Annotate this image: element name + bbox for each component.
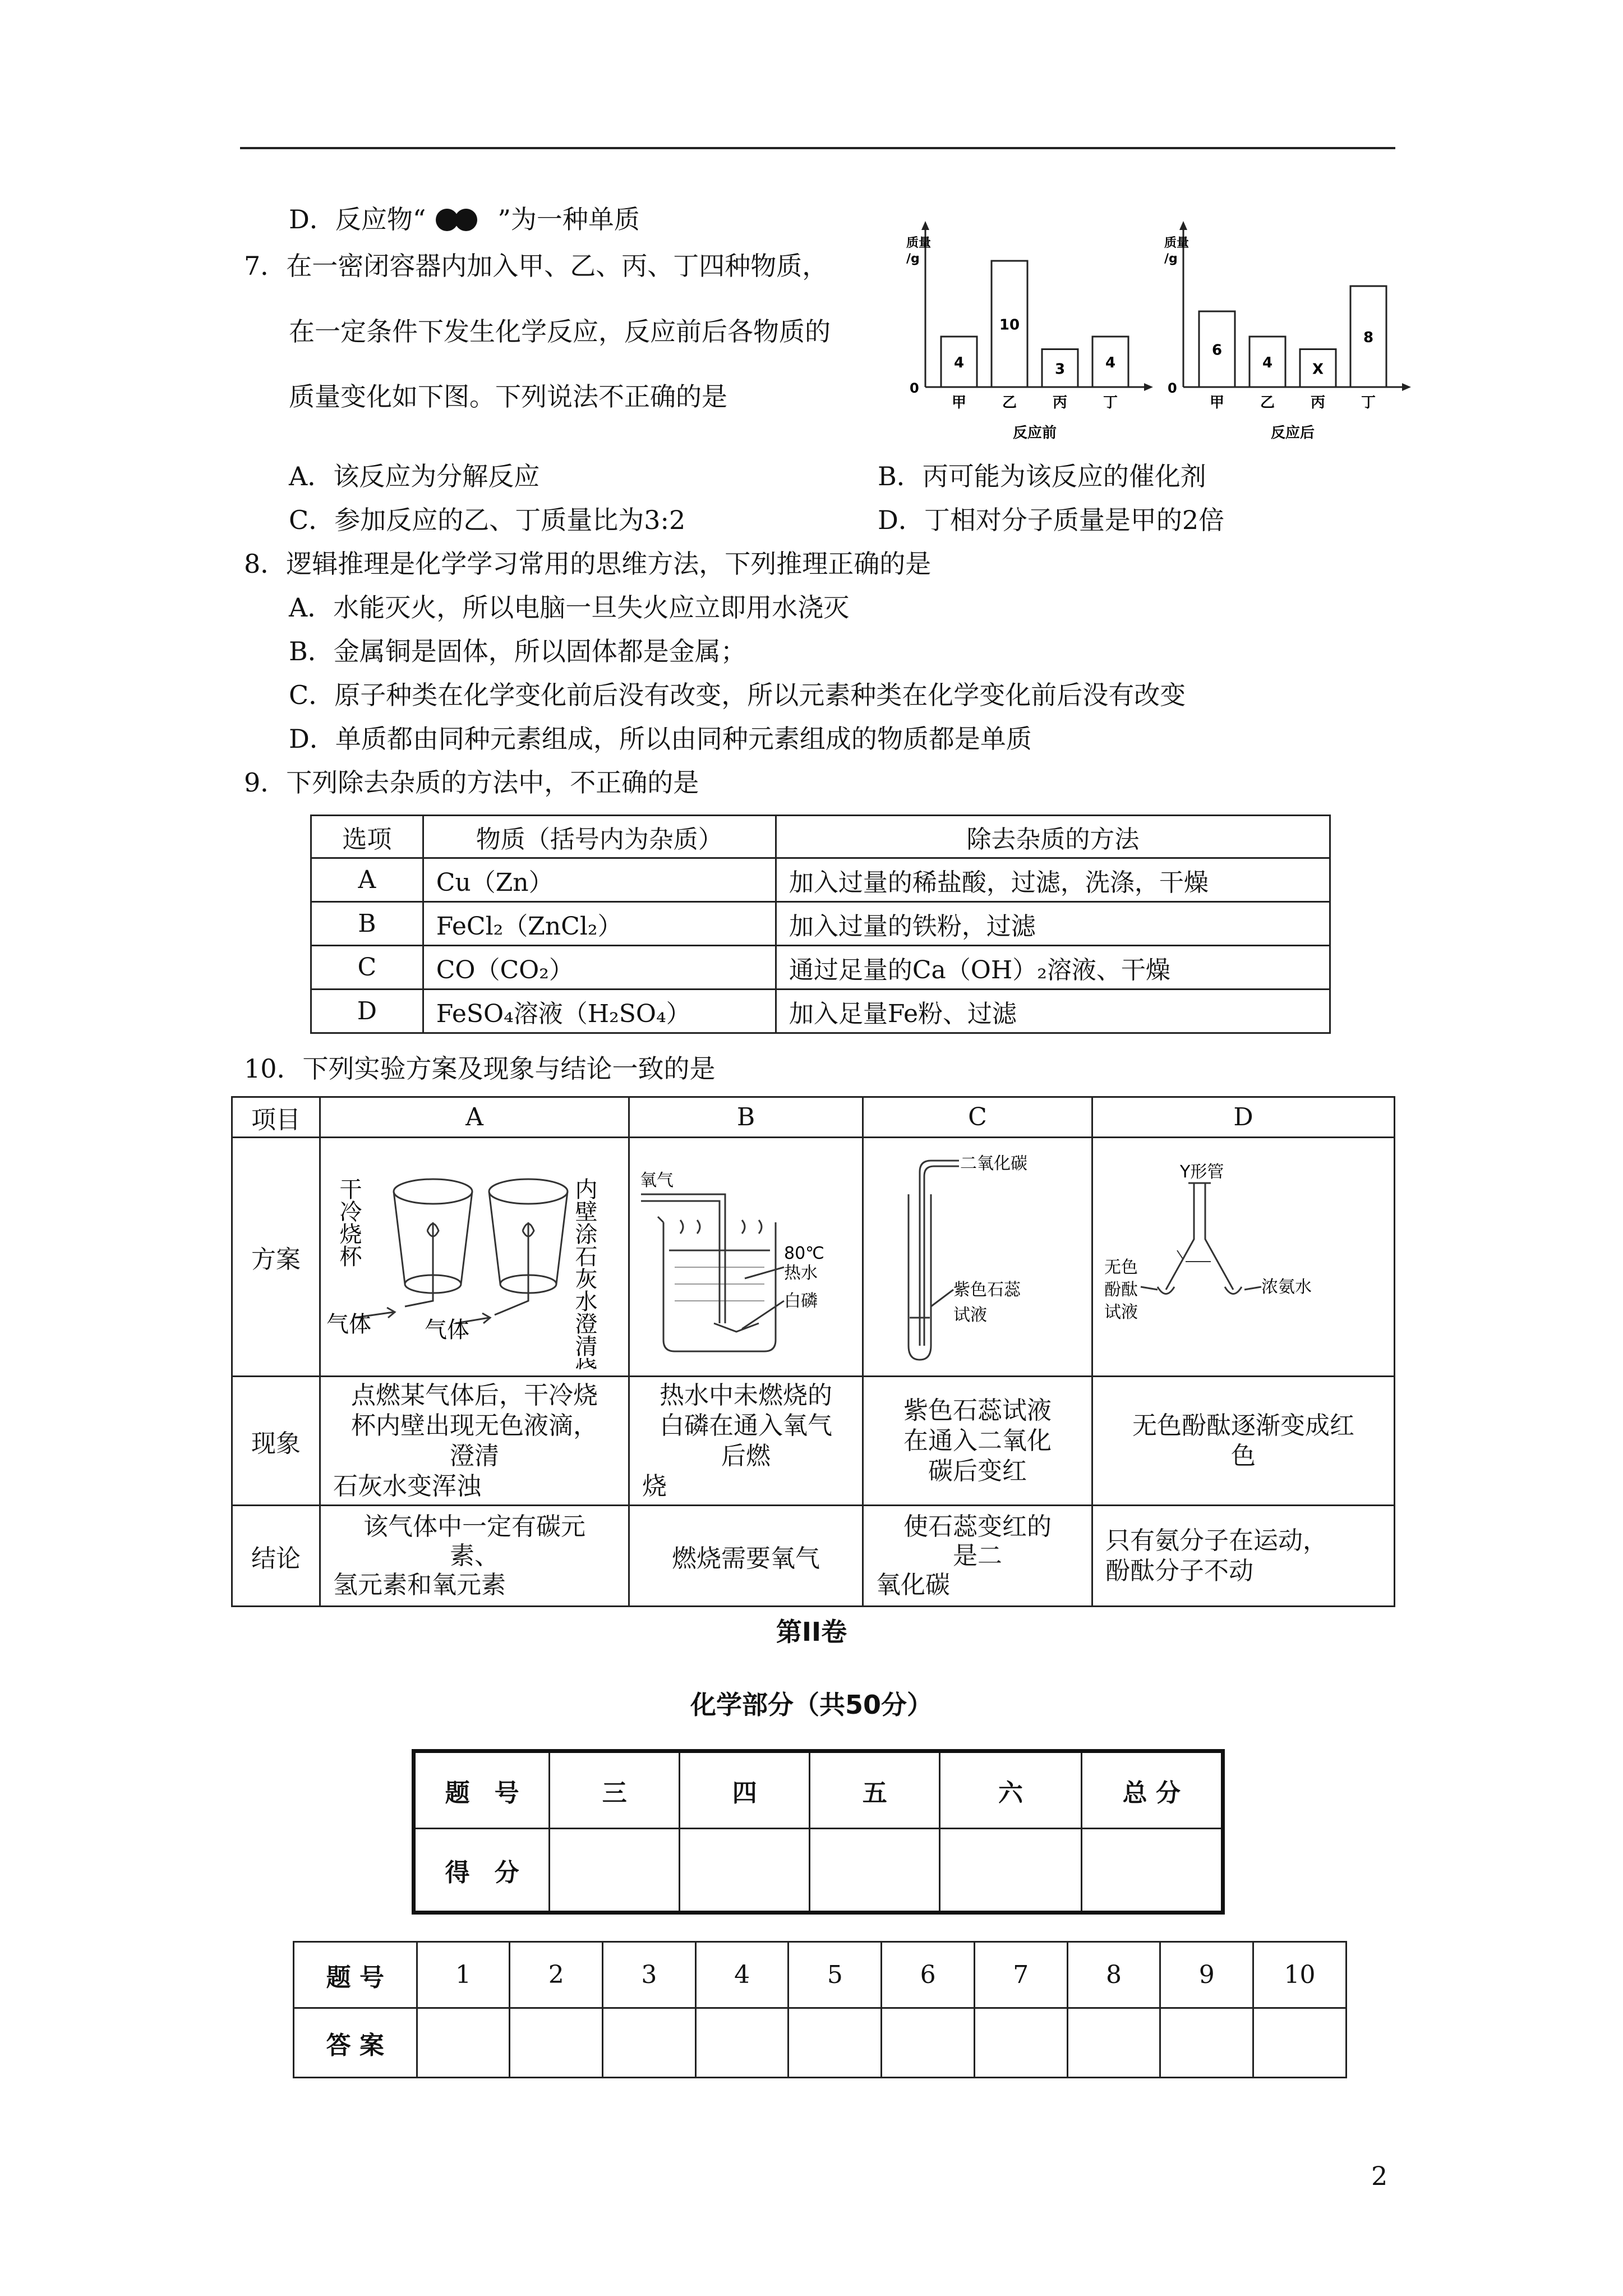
answer-number: 8 bbox=[1067, 1942, 1160, 2008]
header-rule bbox=[240, 147, 1395, 149]
q9-cell: 加入过量的稀盐酸，过滤，洗涤，干燥 bbox=[776, 858, 1330, 902]
answer-number: 6 bbox=[882, 1942, 975, 2008]
q6-option-d-suffix: ”为一种单质 bbox=[497, 204, 640, 234]
q10-header-a: A bbox=[320, 1097, 629, 1138]
q9-cell: 通过足量的Ca（OH）₂溶液、干燥 bbox=[776, 946, 1330, 990]
answer-header-label: 题 号 bbox=[294, 1942, 417, 2008]
chart-tick-label: 丁 bbox=[1103, 394, 1118, 411]
q7-option-a: A．该反应为分解反应 bbox=[289, 461, 540, 491]
q10-phenomenon-b bbox=[629, 1377, 863, 1506]
answer-cell[interactable] bbox=[510, 2008, 603, 2078]
chart-data-label: 4 bbox=[1262, 355, 1273, 371]
q6-option-d-prefix: D．反应物“ bbox=[289, 204, 426, 234]
q10-phenomenon-a bbox=[320, 1377, 629, 1506]
answer-number: 10 bbox=[1253, 1942, 1347, 2008]
answer-number: 9 bbox=[1160, 1942, 1253, 2008]
q9-header-option: 选项 bbox=[311, 816, 423, 858]
answer-cell[interactable] bbox=[974, 2008, 1067, 2078]
q7-bar-charts bbox=[903, 219, 1430, 454]
chart-ylabel: 质量 bbox=[906, 236, 932, 250]
q9-stem: 9．下列除去杂质的方法中，不正确的是 bbox=[244, 767, 699, 798]
q10-conclusion-a-line: 素、 bbox=[450, 1541, 499, 1570]
q10-header-b: B bbox=[629, 1097, 863, 1138]
diagram-c-co2-label: 二氧化碳 bbox=[960, 1154, 1027, 1174]
answer-number: 3 bbox=[603, 1942, 696, 2008]
q7-option-d: D．丁相对分子质量是甲的2倍 bbox=[878, 505, 1225, 535]
answer-number: 2 bbox=[510, 1942, 603, 2008]
score-cell[interactable] bbox=[550, 1829, 680, 1913]
diagram-d-left-label-3: 试液 bbox=[1104, 1303, 1138, 1322]
score-header-3: 三 bbox=[550, 1751, 680, 1829]
chart-tick-label: 丙 bbox=[1052, 394, 1068, 411]
q8-option-d: D．单质都由同种元素组成，所以由同种元素组成的物质都是单质 bbox=[289, 724, 1032, 754]
q10-diagram-c-cell bbox=[863, 1138, 1092, 1377]
table-row bbox=[311, 946, 1330, 990]
q10-phenomenon-a-line: 点燃某气体后，干冷烧 bbox=[351, 1381, 598, 1410]
score-row-label: 得 分 bbox=[414, 1829, 550, 1913]
answer-header-row bbox=[294, 1942, 1347, 2008]
page-number: 2 bbox=[1371, 2161, 1388, 2191]
chart-data-label: 8 bbox=[1363, 329, 1374, 346]
chart-tick-label: 甲 bbox=[1209, 394, 1225, 411]
answer-cell[interactable] bbox=[1160, 2008, 1253, 2078]
q10-diagram-b-cell bbox=[629, 1138, 863, 1377]
q7-stem-3: 质量变化如下图。下列说法不正确的是 bbox=[289, 381, 727, 412]
score-header-5: 五 bbox=[810, 1751, 940, 1829]
q10-diagram-d-cell bbox=[1092, 1138, 1395, 1377]
q9-cell: FeCl₂（ZnCl₂） bbox=[423, 902, 776, 946]
q10-phenomenon-a-line: 杯内壁出现无色液滴， bbox=[351, 1411, 598, 1440]
q10-header-d: D bbox=[1092, 1097, 1395, 1138]
q10-row-label-plan: 方案 bbox=[232, 1138, 320, 1377]
answer-row-label: 答 案 bbox=[294, 2008, 417, 2078]
q9-table bbox=[310, 815, 1331, 1034]
chart-x-arrow bbox=[1144, 383, 1153, 391]
q10-phenomenon-row bbox=[232, 1377, 1395, 1506]
q10-conclusion-d-line: 只有氨分子在运动， bbox=[1105, 1526, 1327, 1555]
answer-cell[interactable] bbox=[789, 2008, 882, 2078]
q10-phenomenon-c bbox=[863, 1377, 1092, 1506]
diagram-a-left-label: 干冷烧杯 bbox=[336, 1177, 362, 1267]
q10-diagram-a-cell bbox=[320, 1138, 629, 1377]
q10-header-item: 项目 bbox=[232, 1097, 320, 1138]
score-cell[interactable] bbox=[1081, 1829, 1223, 1913]
q8-stem: 8．逻辑推理是化学学习常用的思维方法，下列推理正确的是 bbox=[244, 549, 932, 579]
diagram-c-testtube bbox=[864, 1138, 1091, 1369]
score-row bbox=[414, 1829, 1223, 1913]
q9-cell: FeSO₄溶液（H₂SO₄） bbox=[423, 990, 776, 1033]
answer-number: 7 bbox=[974, 1942, 1067, 2008]
chart-tick-label: 乙 bbox=[1260, 394, 1275, 411]
table-row bbox=[311, 990, 1330, 1033]
chart-title: 反应后 bbox=[1270, 425, 1315, 441]
q10-phenomenon-d-line: 无色酚酞逐渐变成红 bbox=[1132, 1411, 1354, 1440]
chart-tick-label: 乙 bbox=[1002, 394, 1017, 411]
chart-tick-label: 甲 bbox=[951, 394, 967, 411]
table-row bbox=[311, 902, 1330, 946]
q10-phenomenon-b-line: 热水中未燃烧的 bbox=[660, 1381, 832, 1410]
answer-cell[interactable] bbox=[417, 2008, 510, 2078]
chart-data-label: 4 bbox=[1105, 355, 1116, 371]
chart-ylabel-unit: /g bbox=[906, 252, 920, 266]
chart-x-arrow bbox=[1402, 383, 1411, 391]
section-subtitle: 化学部分（共50分） bbox=[690, 1690, 933, 1720]
q10-header-c: C bbox=[863, 1097, 1092, 1138]
q7-stem-1: 7．在一密闭容器内加入甲、乙、丙、丁四种物质， bbox=[244, 251, 828, 281]
diagram-b-beaker bbox=[630, 1138, 862, 1369]
q10-conclusion-d bbox=[1092, 1506, 1395, 1607]
diagram-a-gas2-label: 气体 bbox=[425, 1317, 469, 1343]
score-cell[interactable] bbox=[940, 1829, 1081, 1913]
q10-row-label-conclusion: 结论 bbox=[232, 1506, 320, 1607]
q10-plan-row bbox=[232, 1138, 1395, 1377]
score-header-total: 总 分 bbox=[1081, 1751, 1223, 1829]
q10-conclusion-c bbox=[863, 1506, 1092, 1607]
q10-table bbox=[231, 1096, 1395, 1607]
diagram-b-oxygen-label: 氧气 bbox=[640, 1171, 674, 1190]
q7-option-c: C．参加反应的乙、丁质量比为3:2 bbox=[289, 505, 686, 535]
answer-number: 1 bbox=[417, 1942, 510, 2008]
diagram-a-beakers bbox=[321, 1138, 628, 1369]
diagram-d-left-label-2: 酚酞 bbox=[1104, 1280, 1138, 1300]
q10-phenomenon-b-line: 后燃 bbox=[721, 1441, 771, 1470]
q8-option-b: B．金属铜是固体，所以固体都是金属； bbox=[289, 636, 746, 666]
q10-conclusion-b: 燃烧需要氧气 bbox=[629, 1506, 863, 1607]
chart-data-label: 6 bbox=[1211, 342, 1223, 359]
q10-conclusion-a bbox=[320, 1506, 629, 1607]
answer-table bbox=[293, 1941, 1347, 2078]
answer-cell[interactable] bbox=[1253, 2008, 1347, 2078]
q9-cell: Cu（Zn） bbox=[423, 858, 776, 902]
q10-conclusion-c-line: 是二 bbox=[953, 1541, 1002, 1570]
q6-option-d bbox=[289, 203, 640, 236]
score-cell[interactable] bbox=[810, 1829, 940, 1913]
answer-cell[interactable] bbox=[695, 2008, 789, 2078]
diagram-a-gas1-label: 气体 bbox=[326, 1312, 371, 1337]
diagram-d-ytube bbox=[1093, 1138, 1394, 1369]
diagram-b-water-label: 热水 bbox=[784, 1263, 818, 1283]
table-row bbox=[311, 858, 1330, 902]
chart-tick-label: 丙 bbox=[1310, 394, 1326, 411]
chart-data-label: 3 bbox=[1054, 361, 1066, 378]
answer-cell[interactable] bbox=[603, 2008, 696, 2078]
q10-phenomenon-d-line: 色 bbox=[1231, 1441, 1256, 1470]
chart-data-label: 10 bbox=[999, 316, 1020, 334]
q10-conclusion-c-line: 使石蕊变红的 bbox=[903, 1512, 1052, 1541]
chart-y-arrow bbox=[1179, 221, 1187, 230]
answer-cell[interactable] bbox=[882, 2008, 975, 2078]
q7-stem-2: 在一定条件下发生化学反应，反应前后各物质的 bbox=[289, 316, 831, 347]
diagram-c-litmus-label-1: 紫色石蕊 bbox=[953, 1280, 1021, 1300]
q9-cell: A bbox=[311, 858, 423, 902]
q8-option-c: C．原子种类在化学变化前后没有改变，所以元素种类在化学变化前后没有改变 bbox=[289, 680, 1186, 710]
answer-number: 5 bbox=[789, 1942, 882, 2008]
q10-conclusion-d-line: 酚酞分子不动 bbox=[1105, 1556, 1253, 1585]
chart-title: 反应前 bbox=[1012, 425, 1057, 441]
diagram-b-phosphorus-label: 白磷 bbox=[784, 1291, 818, 1311]
q9-header-row bbox=[311, 816, 1330, 858]
score-header-row bbox=[414, 1751, 1223, 1829]
chart-data-label: 4 bbox=[953, 355, 965, 371]
q10-phenomenon-c-line: 碳后变红 bbox=[928, 1456, 1027, 1485]
q9-cell: 加入过量的铁粉，过滤 bbox=[776, 902, 1330, 946]
diagram-d-tube-label: Y形管 bbox=[1180, 1162, 1224, 1182]
q9-cell: B bbox=[311, 902, 423, 946]
chart-tick-label: 丁 bbox=[1361, 394, 1376, 411]
q10-phenomenon-b-line: 白磷在通入氧气 bbox=[660, 1411, 832, 1440]
q9-cell: D bbox=[311, 990, 423, 1033]
q9-cell: CO（CO₂） bbox=[423, 946, 776, 990]
q9-header-method: 除去杂质的方法 bbox=[776, 816, 1330, 858]
diagram-a-right-label: 内壁涂石灰水澄清烧杯 bbox=[571, 1177, 597, 1369]
chart-data-label: X bbox=[1312, 361, 1324, 378]
score-header-label: 题 号 bbox=[414, 1751, 550, 1829]
answer-number: 4 bbox=[695, 1942, 789, 2008]
q10-phenomenon-a-line: 澄清 bbox=[450, 1441, 499, 1470]
q7-option-b: B．丙可能为该反应的催化剂 bbox=[878, 461, 1206, 491]
q10-stem: 10．下列实验方案及现象与结论一致的是 bbox=[244, 1053, 716, 1084]
q10-phenomenon-c-line: 在通入二氧化 bbox=[903, 1426, 1052, 1455]
chart-origin-label: 0 bbox=[1168, 380, 1177, 396]
q10-conclusion-c-line: 氧化碳 bbox=[876, 1570, 950, 1599]
answer-cell[interactable] bbox=[1067, 2008, 1160, 2078]
q10-phenomenon-c-line: 紫色石蕊试液 bbox=[903, 1396, 1052, 1425]
section-volume-title: 第II卷 bbox=[776, 1617, 847, 1647]
q10-conclusion-a-line: 氢元素和氧元素 bbox=[333, 1570, 506, 1599]
q8-option-a: A．水能灭火，所以电脑一旦失火应立即用水浇灭 bbox=[289, 592, 850, 623]
score-header-6: 六 bbox=[940, 1751, 1081, 1829]
diagram-d-right-label: 浓氨水 bbox=[1261, 1277, 1312, 1297]
molecule-icon bbox=[426, 208, 487, 236]
q10-conclusion-row bbox=[232, 1506, 1395, 1607]
score-cell[interactable] bbox=[680, 1829, 810, 1913]
diagram-c-litmus-label-2: 试液 bbox=[953, 1305, 987, 1325]
chart-ylabel: 质量 bbox=[1164, 236, 1189, 250]
diagram-d-left-label-1: 无色 bbox=[1104, 1258, 1138, 1277]
score-table bbox=[412, 1749, 1225, 1915]
q9-header-substance: 物质（括号内为杂质） bbox=[423, 816, 776, 858]
answer-row bbox=[294, 2008, 1347, 2078]
q9-cell: 加入足量Fe粉、过滤 bbox=[776, 990, 1330, 1033]
q10-phenomenon-d bbox=[1092, 1377, 1395, 1506]
q10-phenomenon-b-line: 烧 bbox=[642, 1471, 667, 1501]
chart-origin-label: 0 bbox=[910, 380, 919, 396]
chart-y-arrow bbox=[921, 221, 929, 230]
score-header-4: 四 bbox=[680, 1751, 810, 1829]
q10-header-row bbox=[232, 1097, 1395, 1138]
chart-ylabel-unit: /g bbox=[1164, 252, 1178, 266]
q9-cell: C bbox=[311, 946, 423, 990]
diagram-b-temp-label: 80℃ bbox=[784, 1244, 824, 1263]
q10-row-label-phenomenon: 现象 bbox=[232, 1377, 320, 1506]
q10-phenomenon-a-line: 石灰水变浑浊 bbox=[333, 1471, 481, 1501]
q10-conclusion-a-line: 该气体中一定有碳元 bbox=[363, 1512, 585, 1541]
